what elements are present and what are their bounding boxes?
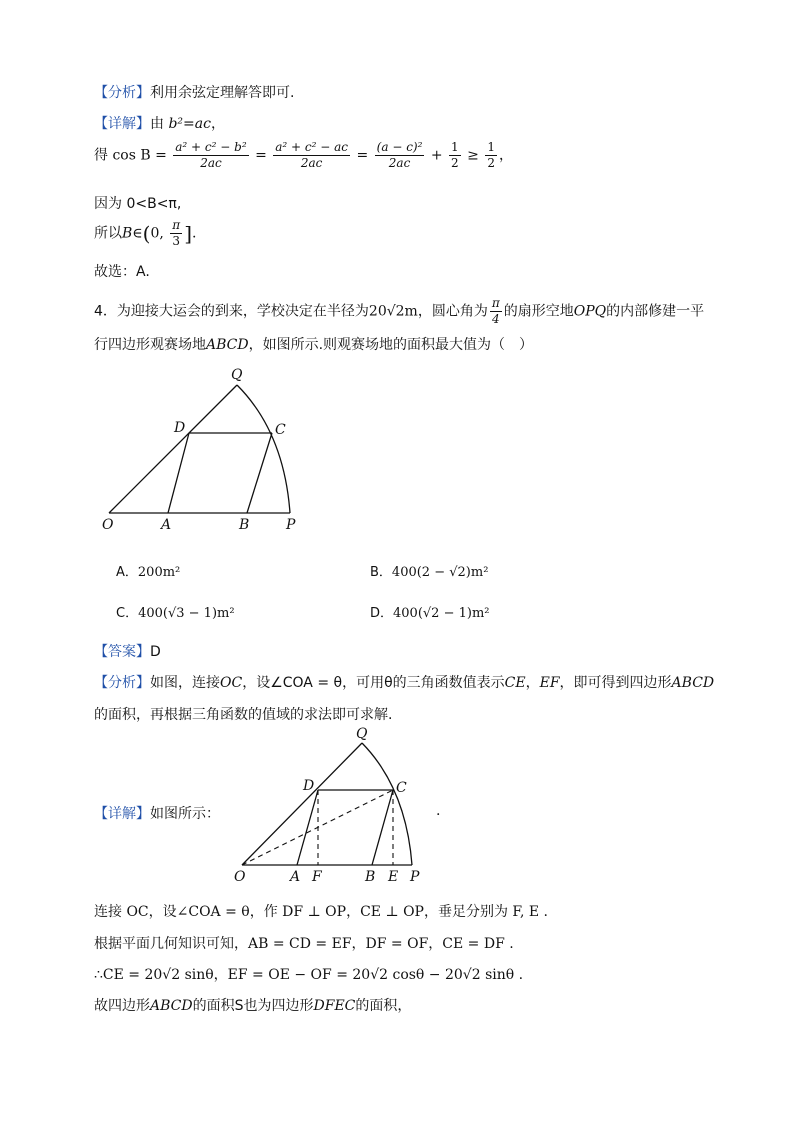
- detail-line-1: [94, 113, 225, 133]
- q4-angle-num: π: [491, 296, 500, 310]
- fraction-2: [273, 140, 350, 171]
- q4-angle-fraction: [490, 296, 502, 327]
- fraction-2-num: a² + c² − ac: [275, 140, 349, 154]
- figure-sector-1: [94, 362, 314, 537]
- solution-4-text-b: 的面积S也为四边形: [192, 998, 314, 1014]
- analysis-2-line-2: 的面积，再根据三角函数的值域的求法即可求解.: [94, 707, 393, 723]
- solution-line-4: [94, 995, 411, 1015]
- fig1-label-d: D: [174, 420, 186, 436]
- q4-text-f: ，如图所示.则观赛场地的面积最大值为（ ）: [248, 337, 534, 353]
- analysis-2-text-1: 如图，连接: [150, 675, 220, 691]
- fig2-arc-pq: [362, 743, 412, 865]
- pi-num: π: [172, 218, 181, 232]
- fig2-segment-cb: [372, 790, 393, 865]
- fig1-label-p: P: [286, 517, 296, 533]
- choice-b-label: B．: [370, 565, 392, 580]
- choose-line: 故选：A.: [94, 264, 150, 280]
- fig1-label-c: C: [275, 422, 286, 438]
- choice-d-label: D．: [370, 606, 394, 621]
- fig2-segment-da: [297, 790, 318, 865]
- fraction-half-2: [485, 140, 497, 171]
- choice-c[interactable]: [116, 602, 235, 621]
- fig2-label-o: O: [234, 869, 246, 885]
- fraction-1: [173, 140, 248, 171]
- fig2-label-a: A: [290, 869, 301, 885]
- detail-equation: b²=ac: [168, 116, 211, 132]
- fig1-label-o: O: [102, 517, 114, 533]
- half-1-num: 1: [451, 140, 459, 154]
- fraction-half-1: [449, 140, 461, 171]
- result-prefix: 所以: [94, 225, 122, 242]
- fig1-arc-pq: [237, 385, 290, 513]
- detail-prefix: 由: [150, 116, 169, 132]
- result-zero: 0,: [150, 225, 164, 242]
- fraction-3: [375, 140, 425, 171]
- q4-text-c: 的扇形空地: [503, 303, 574, 320]
- fraction-2-den: 2ac: [300, 156, 323, 170]
- solution-4-text-c: 的面积，: [355, 998, 412, 1014]
- q4-text-e: 行四边形观赛场地: [94, 337, 206, 353]
- choice-d[interactable]: [370, 602, 490, 621]
- fig1-label-b: B: [239, 517, 250, 533]
- choice-c-value: 400(√3 − 1)m²: [138, 606, 235, 621]
- detail-suffix: ，: [210, 116, 225, 132]
- question-4-line-1: [94, 296, 704, 327]
- solution-line-2: 根据平面几何知识可知，AB = CD = EF，DF = OF，CE = DF .: [94, 936, 514, 952]
- q4-angle-den: 4: [491, 312, 500, 326]
- question-4-line-2: [94, 334, 533, 354]
- range-line: 因为 0<B<π,: [94, 196, 182, 212]
- result-close-bracket: ]: [184, 221, 192, 246]
- fig2-label-e: E: [388, 869, 399, 885]
- solution-4-dfec: DFEC: [313, 998, 356, 1014]
- analysis-2-line-1: [94, 672, 714, 692]
- detail-2-tag: 【详解】: [94, 806, 150, 822]
- analysis-2-oc: OC: [220, 675, 243, 691]
- solution-line-1: 连接 OC，设∠COA = θ，作 DF ⊥ OP，CE ⊥ OP，垂足分别为 F, E .: [94, 904, 548, 920]
- q4-abcd: ABCD: [206, 337, 249, 353]
- choice-c-label: C．: [116, 606, 139, 621]
- solution-4-text-a: 故四边形: [94, 998, 150, 1014]
- result-line: [94, 218, 196, 249]
- answer-line: [94, 641, 161, 661]
- result-open-paren: (: [142, 221, 151, 246]
- choice-a-value: 200m²: [137, 565, 181, 580]
- analysis-tag: 【分析】: [94, 85, 150, 101]
- fraction-pi-3: [170, 218, 182, 249]
- solution-line-3: ∴CE = 20√2 sinθ，EF = OE − OF = 20√2 cosθ − 20√2 sinθ .: [94, 967, 524, 983]
- result-dot: .: [192, 225, 197, 242]
- fraction-3-den: 2ac: [388, 156, 411, 170]
- analysis-line-1: [94, 82, 294, 102]
- detail-2-line: [94, 803, 220, 823]
- cos-lhs: cos B =: [112, 147, 167, 164]
- q4-radius: 20√2m: [368, 303, 418, 320]
- answer-tag: 【答案】: [94, 644, 150, 660]
- result-in: ∈: [132, 225, 143, 242]
- q4-opq: OPQ: [573, 303, 607, 320]
- q4-text-d: 的内部修建一平: [606, 303, 705, 320]
- fig1-label-q: Q: [231, 367, 243, 383]
- choice-b-value: 400(2 − √2)m²: [391, 565, 489, 580]
- choice-a[interactable]: [116, 561, 180, 580]
- fig1-segment-da: [168, 433, 189, 513]
- analysis-2-text-3: ，: [525, 675, 540, 691]
- analysis-2-abcd: ABCD: [671, 675, 715, 691]
- analysis-2-ef: EF: [539, 675, 560, 691]
- q4-text-a: 4．为迎接大运会的到来，学校决定在半径为: [94, 303, 369, 320]
- choice-d-value: 400(√2 − 1)m²: [393, 606, 490, 621]
- analysis-text: 利用余弦定理解答即可.: [150, 85, 295, 101]
- cos-tail: ，: [498, 147, 513, 164]
- q4-text-b: ，圆心角为: [417, 303, 488, 320]
- fig2-label-f: F: [312, 869, 322, 885]
- half-1-den: 2: [451, 156, 459, 170]
- fig2-label-d: D: [303, 778, 315, 794]
- fraction-1-num: a² + c² − b²: [175, 140, 247, 154]
- cos-prefix: 得: [94, 147, 108, 164]
- analysis-2-text-2: ，设∠COA = θ，可用θ的三角函数值表示: [242, 675, 505, 691]
- detail-2-dot: .: [436, 803, 441, 819]
- detail-2-text: 如图所示：: [150, 806, 220, 822]
- half-2-den: 2: [487, 156, 495, 170]
- analysis-2-tag: 【分析】: [94, 675, 150, 691]
- answer-value: D: [150, 644, 161, 660]
- fig2-label-c: C: [396, 780, 407, 796]
- choice-a-label: A．: [116, 565, 138, 580]
- solution-4-abcd: ABCD: [150, 998, 193, 1014]
- fig2-label-p: P: [410, 869, 420, 885]
- fig2-label-b: B: [365, 869, 376, 885]
- fig1-segment-cb: [247, 433, 272, 513]
- fraction-1-den: 2ac: [200, 156, 222, 170]
- fig2-label-q: Q: [356, 726, 368, 742]
- figure-sector-2: [228, 724, 440, 886]
- analysis-2-ce: CE: [504, 675, 526, 691]
- half-2-num: 1: [487, 140, 495, 154]
- fraction-3-num: (a − c)²: [376, 140, 423, 154]
- detail-tag: 【详解】: [94, 116, 150, 132]
- choice-b[interactable]: [370, 561, 488, 580]
- fig1-label-a: A: [161, 517, 172, 533]
- pi-den: 3: [172, 234, 181, 248]
- cosine-formula-line: 得 cos B = $\frac{\text{a² + c² − b²}}{2ac}$ = $\frac{\text{a² + c² − ac}}{2ac}$ = $\frac{\text{(a − c)²}}{2ac}$ + $\frac{1}{2}$ ≥ $\frac{1}{2}$ ，: [94, 140, 513, 170]
- result-b: B: [122, 225, 133, 242]
- analysis-2-text-4: ，即可得到四边形: [559, 675, 672, 691]
